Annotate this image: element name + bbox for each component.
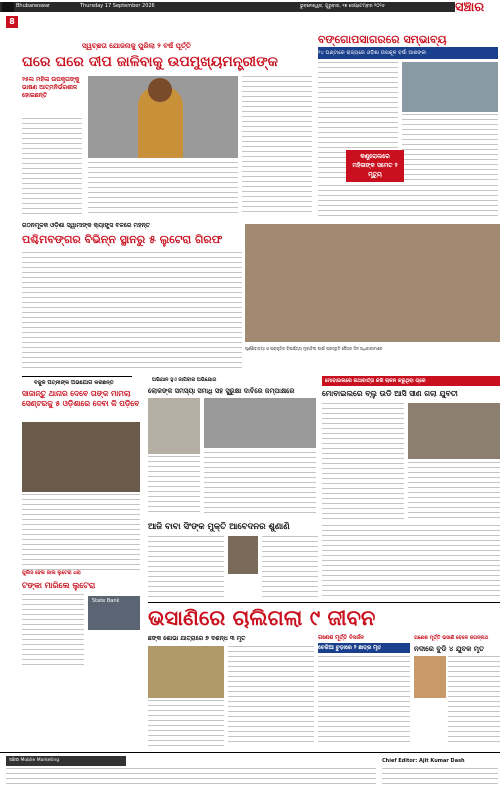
- cyclone-text-right: [402, 114, 498, 180]
- footer-editor: Chief Editor: Ajit Kumar Dash: [382, 758, 465, 764]
- footer: [0, 754, 500, 787]
- bank-sign: State Bank: [92, 598, 120, 604]
- bail-portrait: [228, 536, 258, 574]
- mid-right-text-a: [322, 403, 404, 521]
- bottom-right-sub: ନଦୀରେ ବୁଡି ୪ ଯୁବକ ମୃତ: [414, 645, 485, 653]
- lead-right-text: [242, 76, 312, 216]
- edition-city: Bhubaneswar: [16, 3, 51, 9]
- mid-center-headline: ଲୋକଙ୍କ ସମସ୍ୟା ସମାଧି ସହ ସୁରୁକ୍ଷା ଦାବିରେ ଜମ୍ପାକ୍ଷରେ: [148, 387, 295, 395]
- cyclone-subhead: ୨୪ ଘଣ୍ଟାରେ ରାଜ୍ୟରେ ଓଡ଼ିଶା ଉପକୂଳ ବର୍ଷା ଆଶଙ୍କା: [318, 47, 498, 59]
- officer-photo: [22, 422, 140, 492]
- mid-center-text-b: [204, 452, 316, 516]
- procession-photo: [148, 646, 224, 698]
- immersion-headline: ଭସାଣିରେ ଚାଲିଗଲା ୯ ଜୀବନ: [148, 606, 376, 630]
- mid-center-text-a: [148, 456, 200, 516]
- bottom-right-kicker: ଗଣେଶ ମୂର୍ତ୍ତି ଭସାଣି ବେଳେ ଜଗନ୍ନାଥ: [414, 635, 489, 641]
- footer-editor-lines: [382, 768, 498, 784]
- lead-center-text: [88, 162, 238, 216]
- lead-left-text: [22, 118, 82, 216]
- robbery-subhead: ଟଙ୍କା ମାରିଲେ ଲୁଟେରା: [22, 581, 96, 590]
- footer-left: ସଞ୍ଚାର Mobile Marketing: [6, 756, 126, 766]
- mid-left-kicker-band: [22, 379, 132, 388]
- mid-right-kicker: ମୋବାଇଲରେ କଥାବାର୍ତ୍ତା କରି ଚାଳନ କରୁଥିବା ଗ୍ରେ: [325, 378, 426, 384]
- rule: [0, 752, 500, 753]
- bail-headline: ଆଜି ବାବା ସିଂଙ୍କ ମୁକ୍ତି ଆବେଦନର ଶୁଣାଣି: [148, 522, 290, 532]
- casualty-box: [346, 150, 404, 182]
- bottom-right-text: [448, 656, 500, 746]
- accident-photo: [408, 403, 500, 459]
- mid-left-kicker: ବିଜୁଳି ପତ୍ନୀଙ୍କ ଅଭିଯୋଗ କରିଛନ୍ତି: [34, 380, 114, 386]
- mid-center-tag-band: [148, 376, 293, 385]
- bottom-left-text-a: [228, 646, 314, 746]
- masthead-strip: [0, 2, 500, 12]
- speaker-head: [148, 78, 172, 102]
- lead-sidebar-head-box: [22, 76, 82, 112]
- lead-photo: [88, 76, 238, 158]
- logo-text: ସଞ୍ଚାର: [455, 0, 485, 15]
- victim-photo: [414, 656, 446, 698]
- meeting-caption: ଘୂର୍ଣ୍ଣିବାତ୍ୟା ଓ ପ୍ରାକୃତିକ ବିପର୍ଯ୍ୟୟ ମୁକାବିଲା ପାଇଁ ପ୍ରସ୍ତୁତି ବୈଠକ ଦିନ ଅଧିକାରୀମାନେ: [245, 346, 383, 351]
- bottom-center-kicker: ଗଣେଶ ମୂର୍ତ୍ତି ବିସର୍ଜନ: [318, 635, 364, 641]
- mid-right-kicker-band: [322, 376, 500, 386]
- mid-left-headline: ସାଜାନ୍ତୁ ଥାନାର ଦେବେ ତାଙ୍କ ମାମଲା ସେଣ୍ଟରକୁ ୫ ଓଡ଼ିଶାରେ ଦେବା କି ପଡ଼ିବେ: [22, 389, 140, 408]
- mid-left-text: [22, 494, 140, 570]
- bank-photo: [88, 596, 140, 630]
- mid-right-text-c: [322, 525, 500, 600]
- edition-date: Thursday 17 September 2026: [80, 3, 155, 9]
- masthead-logo: [455, 0, 500, 26]
- lead-kicker-band: [22, 42, 302, 52]
- cyclone-photo: [402, 62, 498, 112]
- bottom-left-sub: ଛଙ୍କ ଶୋଭା ଯାତ୍ରାରେ ୭ ଦଶନ୍ଧ ୩ ମୃତ: [148, 635, 246, 642]
- bottom-center-sub: ଚେଜିଆ ଚୁଡ଼ାରେ ୨ ଛାତ୍ର ମୃତ: [318, 643, 410, 653]
- meeting-photo: [245, 224, 500, 342]
- bail-text-b: [262, 536, 318, 600]
- mid-right-headline: ମୋବାଇଲରେ ବ୍ଲୁ ଉଡି ଆସି ସୀଣ ଗଲା ଯୁବତୀ: [322, 389, 458, 398]
- meeting-caption-box: [245, 345, 500, 353]
- protest-photo: [148, 398, 200, 454]
- bottom-left-text-b: [148, 700, 224, 746]
- rule: [22, 376, 132, 377]
- mid-left-footnote-band: [22, 570, 140, 578]
- bengal-text: [22, 252, 242, 372]
- lead-sidebar-head: ୨୫ଲ ମହିଳା ଉପକୃତାଙ୍କୁ ଭାଷଣ ଆତ୍ମନିର୍ଭରଶୀଳ ହୋଇଛନ୍ତି: [22, 76, 80, 99]
- mid-center-tag: ଅଭିଯାନ ହୁଏ ଜାଗିବାର ଅଭିଯୋଗ: [152, 377, 217, 383]
- cyclone-text-bottom: [318, 185, 498, 217]
- lead-headline: ଘରେ ଘରେ ଦୀପ ଜାଳିବାକୁ ଉପମୁଖ୍ୟମନ୍ତ୍ରୀଙ୍କ: [22, 54, 279, 70]
- bengal-headline: ପଶ୍ଚିମବଙ୍ଗର ବିଭିନ୍ନ ସ୍ଥାନରୁ ୫ ଲୁଟେରା ଗିରଫ: [22, 233, 223, 246]
- mid-left-footnote: ପୁଲିସ ହେଲ ଜାଲ ଲୁଟେରା ଧରା: [22, 570, 81, 576]
- footer-imprint: [6, 768, 376, 784]
- bengal-kicker: ଗଠନମୂଳକ ଓଡ଼ିଶା ସ୍ୱାମୀଙ୍କ କ୍ୟାଙ୍କ୍ସ ବଳରେ ମହନ୍ତ: [22, 222, 150, 229]
- robbery-text: [22, 594, 84, 666]
- casualty-box-label: କଣ୍ଟ୍ରୋଲରେ ମହିଳାଙ୍କ ସମେତ ୨ ମୃତ୍ୟୁ: [352, 153, 398, 178]
- village-photo: [204, 398, 316, 448]
- cyclone-headline: ବଙ୍ଗୋପସାଗରରେ ସମ୍ଭାବ୍ୟ: [318, 33, 447, 46]
- bail-text-a: [148, 536, 224, 600]
- bottom-center-text: [318, 656, 410, 746]
- bengal-kicker-band: [22, 221, 242, 231]
- odia-date: ଭୁବନେଶ୍ୱର, ଗୁରୁବାର, ୧୭ ସେପ୍ଟେମ୍ବର ୨୦୨୬: [300, 4, 385, 9]
- page-number: 8: [6, 16, 18, 28]
- lead-kicker: ସ୍ୱଚ୍ଛତା ଯୋଜନାକୁ ପୁରିଲା ୨ ବର୍ଷ ପୂର୍ତ୍ତି: [82, 42, 191, 50]
- rule: [148, 602, 500, 603]
- mid-right-text-b: [408, 462, 500, 522]
